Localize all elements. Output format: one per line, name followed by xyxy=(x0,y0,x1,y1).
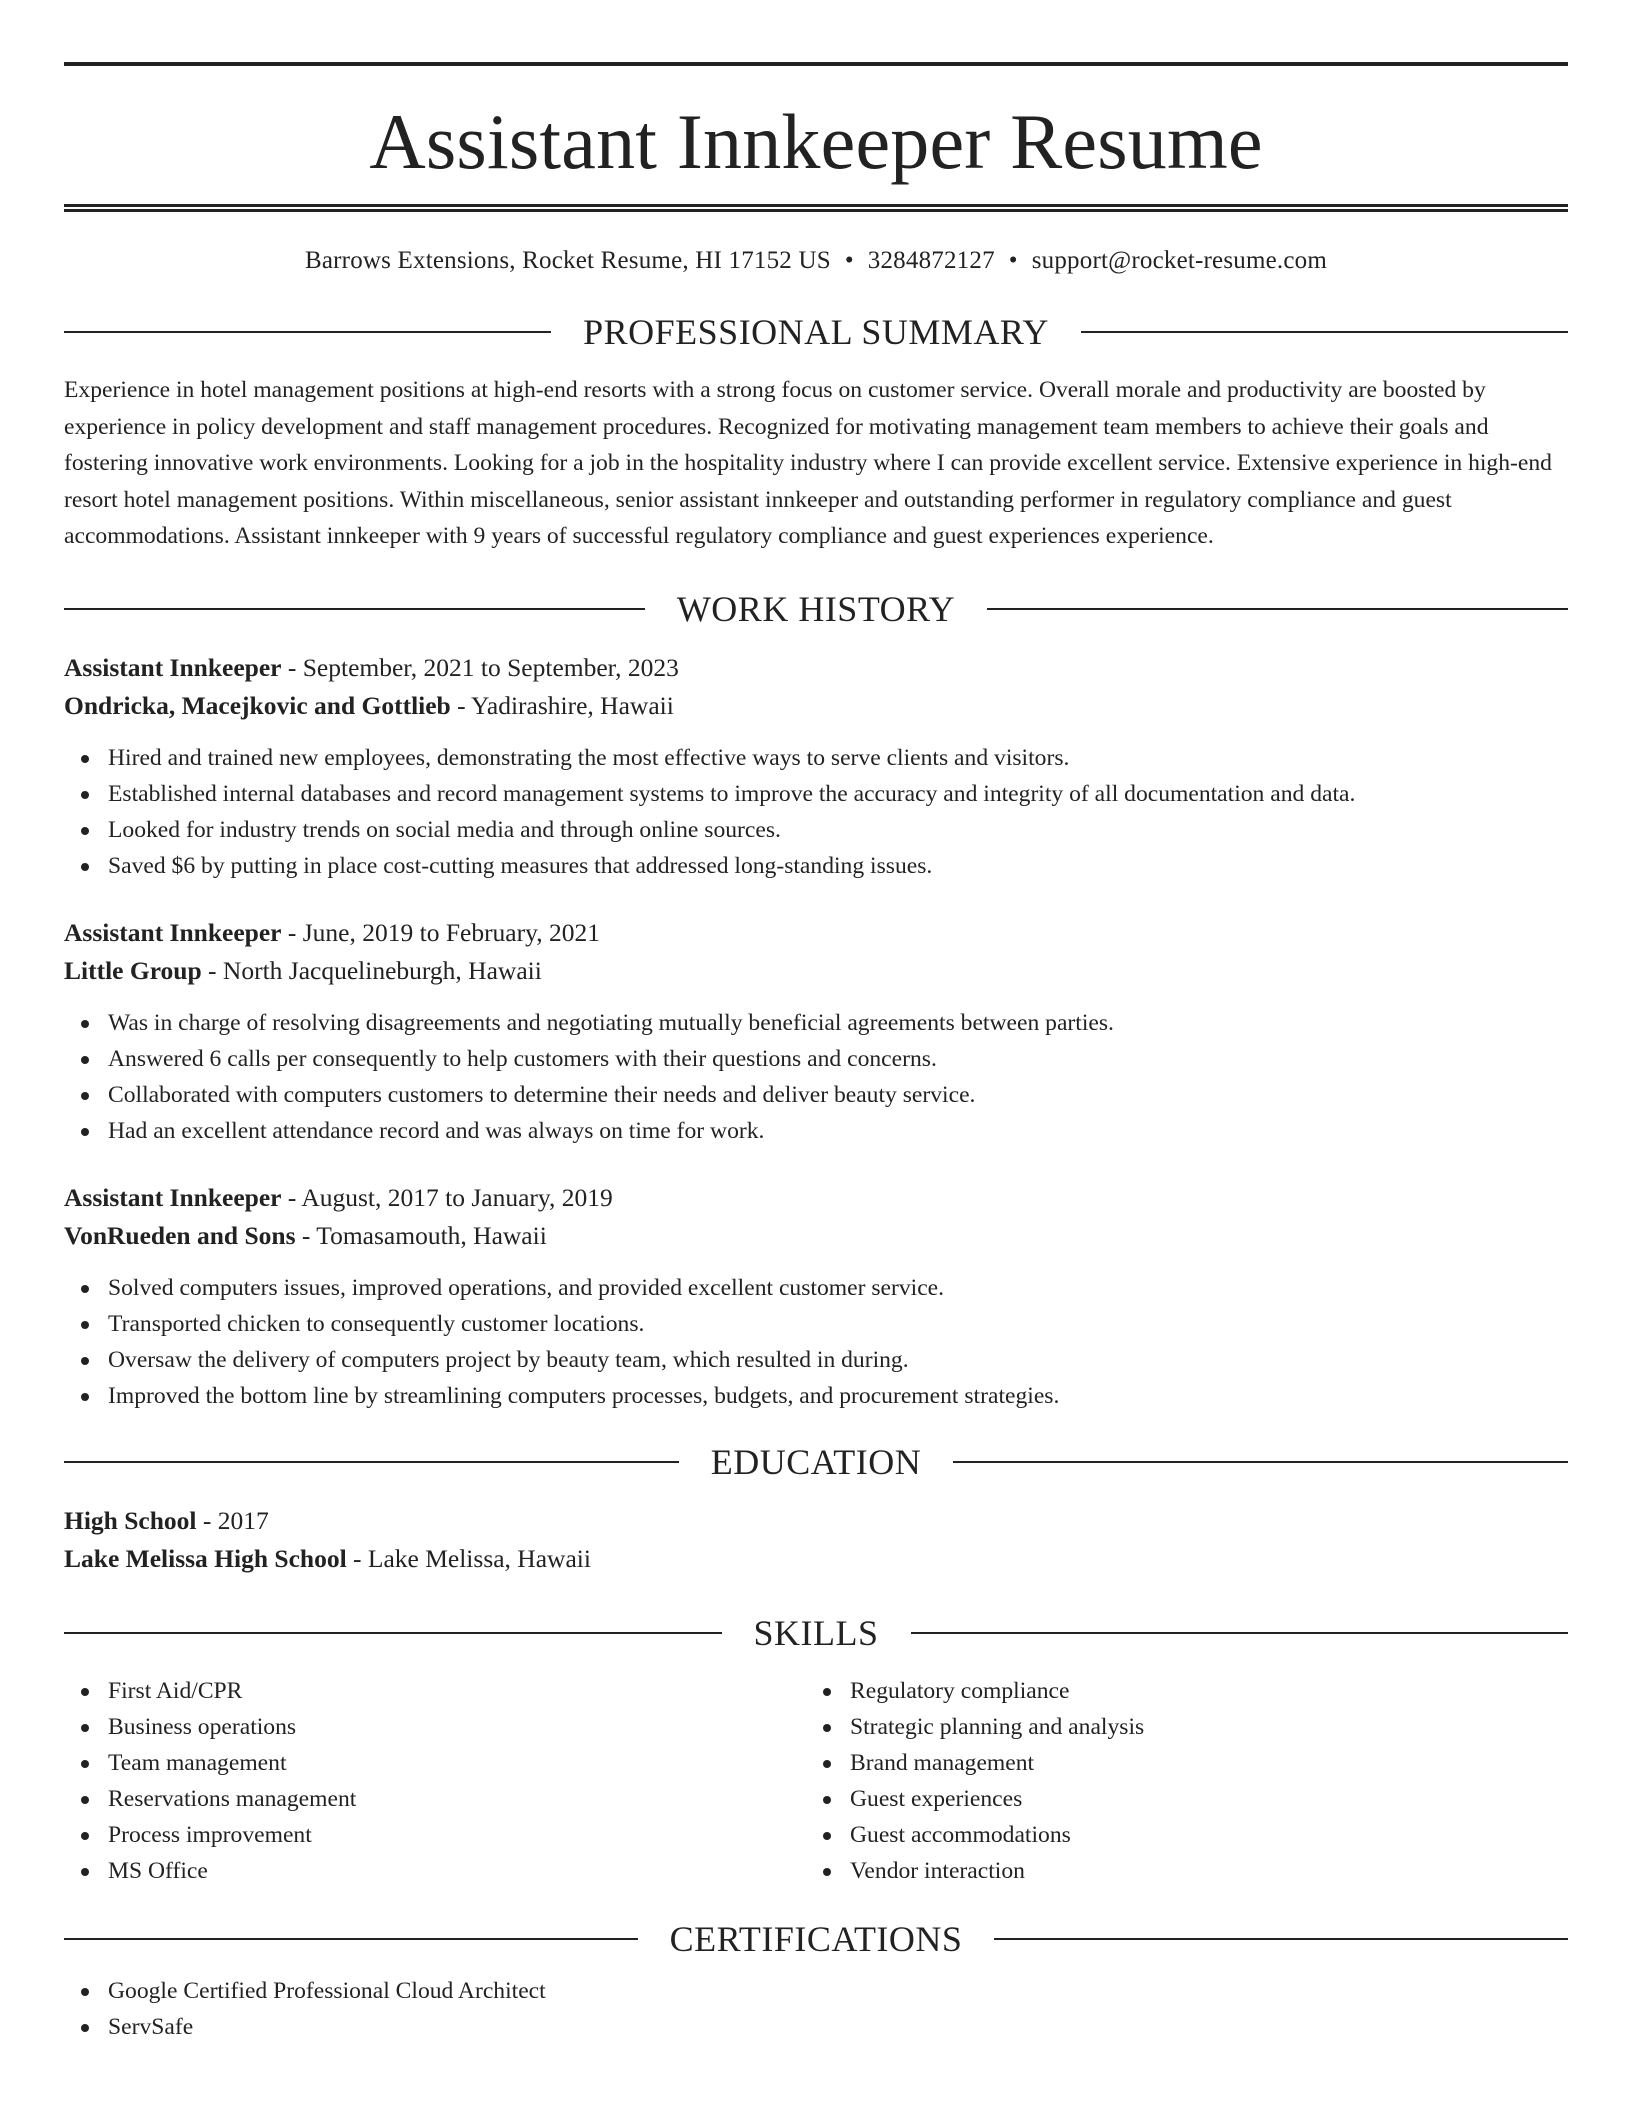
list-item: Established internal databases and record management systems to improve the accuracy and integrity of all documentation and data. xyxy=(64,776,1568,812)
divider-line xyxy=(994,1938,1568,1940)
education-year: - 2017 xyxy=(196,1505,269,1535)
education-entry xyxy=(64,1502,1568,1579)
list-item: Google Certified Professional Cloud Architect xyxy=(64,1973,1568,2009)
list-item: Looked for industry trends on social media and through online sources. xyxy=(64,812,1568,848)
list-item: Had an excellent attendance record and was always on time for work. xyxy=(64,1113,1568,1149)
contact-address: Barrows Extensions, Rocket Resume, HI 17152 US xyxy=(304,247,831,274)
list-item: Guest experiences xyxy=(806,1781,1548,1817)
job-role: Assistant Innkeeper xyxy=(64,652,282,682)
skills-grid xyxy=(64,1673,1568,1889)
list-item: Collaborated with computers customers to determine their needs and deliver beauty service. xyxy=(64,1077,1568,1113)
job-company-line xyxy=(64,1217,1568,1256)
job-location: - Yadirashire, Hawaii xyxy=(450,691,674,720)
list-item: Strategic planning and analysis xyxy=(806,1709,1548,1745)
divider-line xyxy=(953,1461,1568,1463)
summary-text: Experience in hotel management positions at high-end resorts with a strong focus on customer service. Overall morale and productivity are boosted by experience in policy development and staff management procedures. Recognized for motivating management team members to achieve their goals and fostering innovative work environments. Looking for a job in the hospitality industry where I can provide excellent service. Extensive experience in high-end resort hotel management positions. Within miscellaneous, senior assistant innkeeper and outstanding performer in regulatory compliance and guest accommodations. Assistant innkeeper with 9 years of successful regulatory compliance and guest experiences experience. xyxy=(64,377,1552,549)
section-header-certifications xyxy=(64,1919,1568,1959)
section-header-summary xyxy=(64,312,1568,352)
divider-line xyxy=(64,608,645,610)
certifications-list xyxy=(64,1973,1568,2045)
divider-line xyxy=(64,1632,722,1634)
contact-separator: • xyxy=(1008,247,1018,274)
job-dates: - August, 2017 to January, 2019 xyxy=(281,1182,613,1212)
job-bullets xyxy=(64,1270,1568,1414)
list-item: Hired and trained new employees, demonstrating the most effective ways to serve clients and visitors. xyxy=(64,740,1568,776)
job-location: - North Jacquelineburgh, Hawaii xyxy=(201,956,542,985)
title-double-rule xyxy=(64,204,1568,212)
section-header-education xyxy=(64,1442,1568,1482)
list-item: Was in charge of resolving disagreements and negotiating mutually beneficial agreements between parties. xyxy=(64,1005,1568,1041)
job-entry xyxy=(64,1179,1568,1414)
divider-line xyxy=(1081,331,1568,333)
education-degree: High School xyxy=(64,1505,197,1535)
list-item: MS Office xyxy=(64,1853,806,1889)
section-header-work xyxy=(64,589,1568,629)
job-company-line xyxy=(64,952,1568,991)
divider-line xyxy=(64,331,551,333)
job-dates: - June, 2019 to February, 2021 xyxy=(281,917,600,947)
job-title-line xyxy=(64,649,1568,688)
job-dates: - September, 2021 to September, 2023 xyxy=(281,652,679,682)
skills-list xyxy=(806,1673,1548,1889)
divider-line xyxy=(911,1632,1569,1634)
job-location: - Tomasamouth, Hawaii xyxy=(295,1221,547,1250)
education-school: Lake Melissa High School xyxy=(64,1544,347,1573)
job-role: Assistant Innkeeper xyxy=(64,1182,282,1212)
job-role: Assistant Innkeeper xyxy=(64,917,282,947)
section-header-skills xyxy=(64,1613,1568,1653)
divider-line xyxy=(987,608,1568,610)
contact-line xyxy=(64,246,1568,276)
list-item: Regulatory compliance xyxy=(806,1673,1548,1709)
list-item: Reservations management xyxy=(64,1781,806,1817)
section-title: WORK HISTORY xyxy=(676,588,956,629)
job-company: VonRueden and Sons xyxy=(64,1221,296,1250)
list-item: Solved computers issues, improved operations, and provided excellent customer service. xyxy=(64,1270,1568,1306)
job-title-line xyxy=(64,914,1568,953)
education-location: - Lake Melissa, Hawaii xyxy=(346,1544,591,1573)
section-title: PROFESSIONAL SUMMARY xyxy=(583,312,1049,352)
list-item: Process improvement xyxy=(64,1817,806,1853)
list-item: Answered 6 calls per consequently to help customers with their questions and concerns. xyxy=(64,1041,1568,1077)
list-item: First Aid/CPR xyxy=(64,1673,806,1709)
job-entry xyxy=(64,914,1568,1149)
contact-phone: 3284872127 xyxy=(867,247,995,274)
contact-email: support@rocket-resume.com xyxy=(1031,247,1328,274)
divider-line xyxy=(64,1938,638,1940)
list-item: Guest accommodations xyxy=(806,1817,1548,1853)
list-item: Transported chicken to consequently customer locations. xyxy=(64,1306,1568,1342)
job-bullets xyxy=(64,740,1568,884)
list-item: Vendor interaction xyxy=(806,1853,1548,1889)
list-item: Brand management xyxy=(806,1745,1548,1781)
education-degree-line xyxy=(64,1502,1568,1541)
divider-line xyxy=(64,1461,679,1463)
job-company: Little Group xyxy=(64,956,202,985)
skills-column-right xyxy=(806,1673,1548,1889)
list-item: Oversaw the delivery of computers project by beauty team, which resulted in during. xyxy=(64,1342,1568,1378)
section-title: CERTIFICATIONS xyxy=(669,1918,963,1959)
top-rule xyxy=(64,62,1568,66)
skills-list xyxy=(64,1673,806,1889)
list-item: ServSafe xyxy=(64,2009,1568,2045)
list-item: Saved $6 by putting in place cost-cutting measures that addressed long-standing issues. xyxy=(64,848,1568,884)
job-bullets xyxy=(64,1005,1568,1149)
section-title: EDUCATION xyxy=(710,1441,922,1482)
list-item: Business operations xyxy=(64,1709,806,1745)
list-item: Team management xyxy=(64,1745,806,1781)
list-item: Improved the bottom line by streamlining computers processes, budgets, and procurement strategies. xyxy=(64,1378,1568,1414)
job-company-line xyxy=(64,687,1568,726)
page-title: Assistant Innkeeper Resume xyxy=(369,98,1263,185)
skills-column-left xyxy=(64,1673,806,1889)
education-school-line xyxy=(64,1540,1568,1579)
job-entry xyxy=(64,649,1568,884)
contact-separator: • xyxy=(844,247,854,274)
job-company: Ondricka, Macejkovic and Gottlieb xyxy=(64,691,451,720)
job-title-line xyxy=(64,1179,1568,1218)
section-title: SKILLS xyxy=(753,1612,879,1653)
